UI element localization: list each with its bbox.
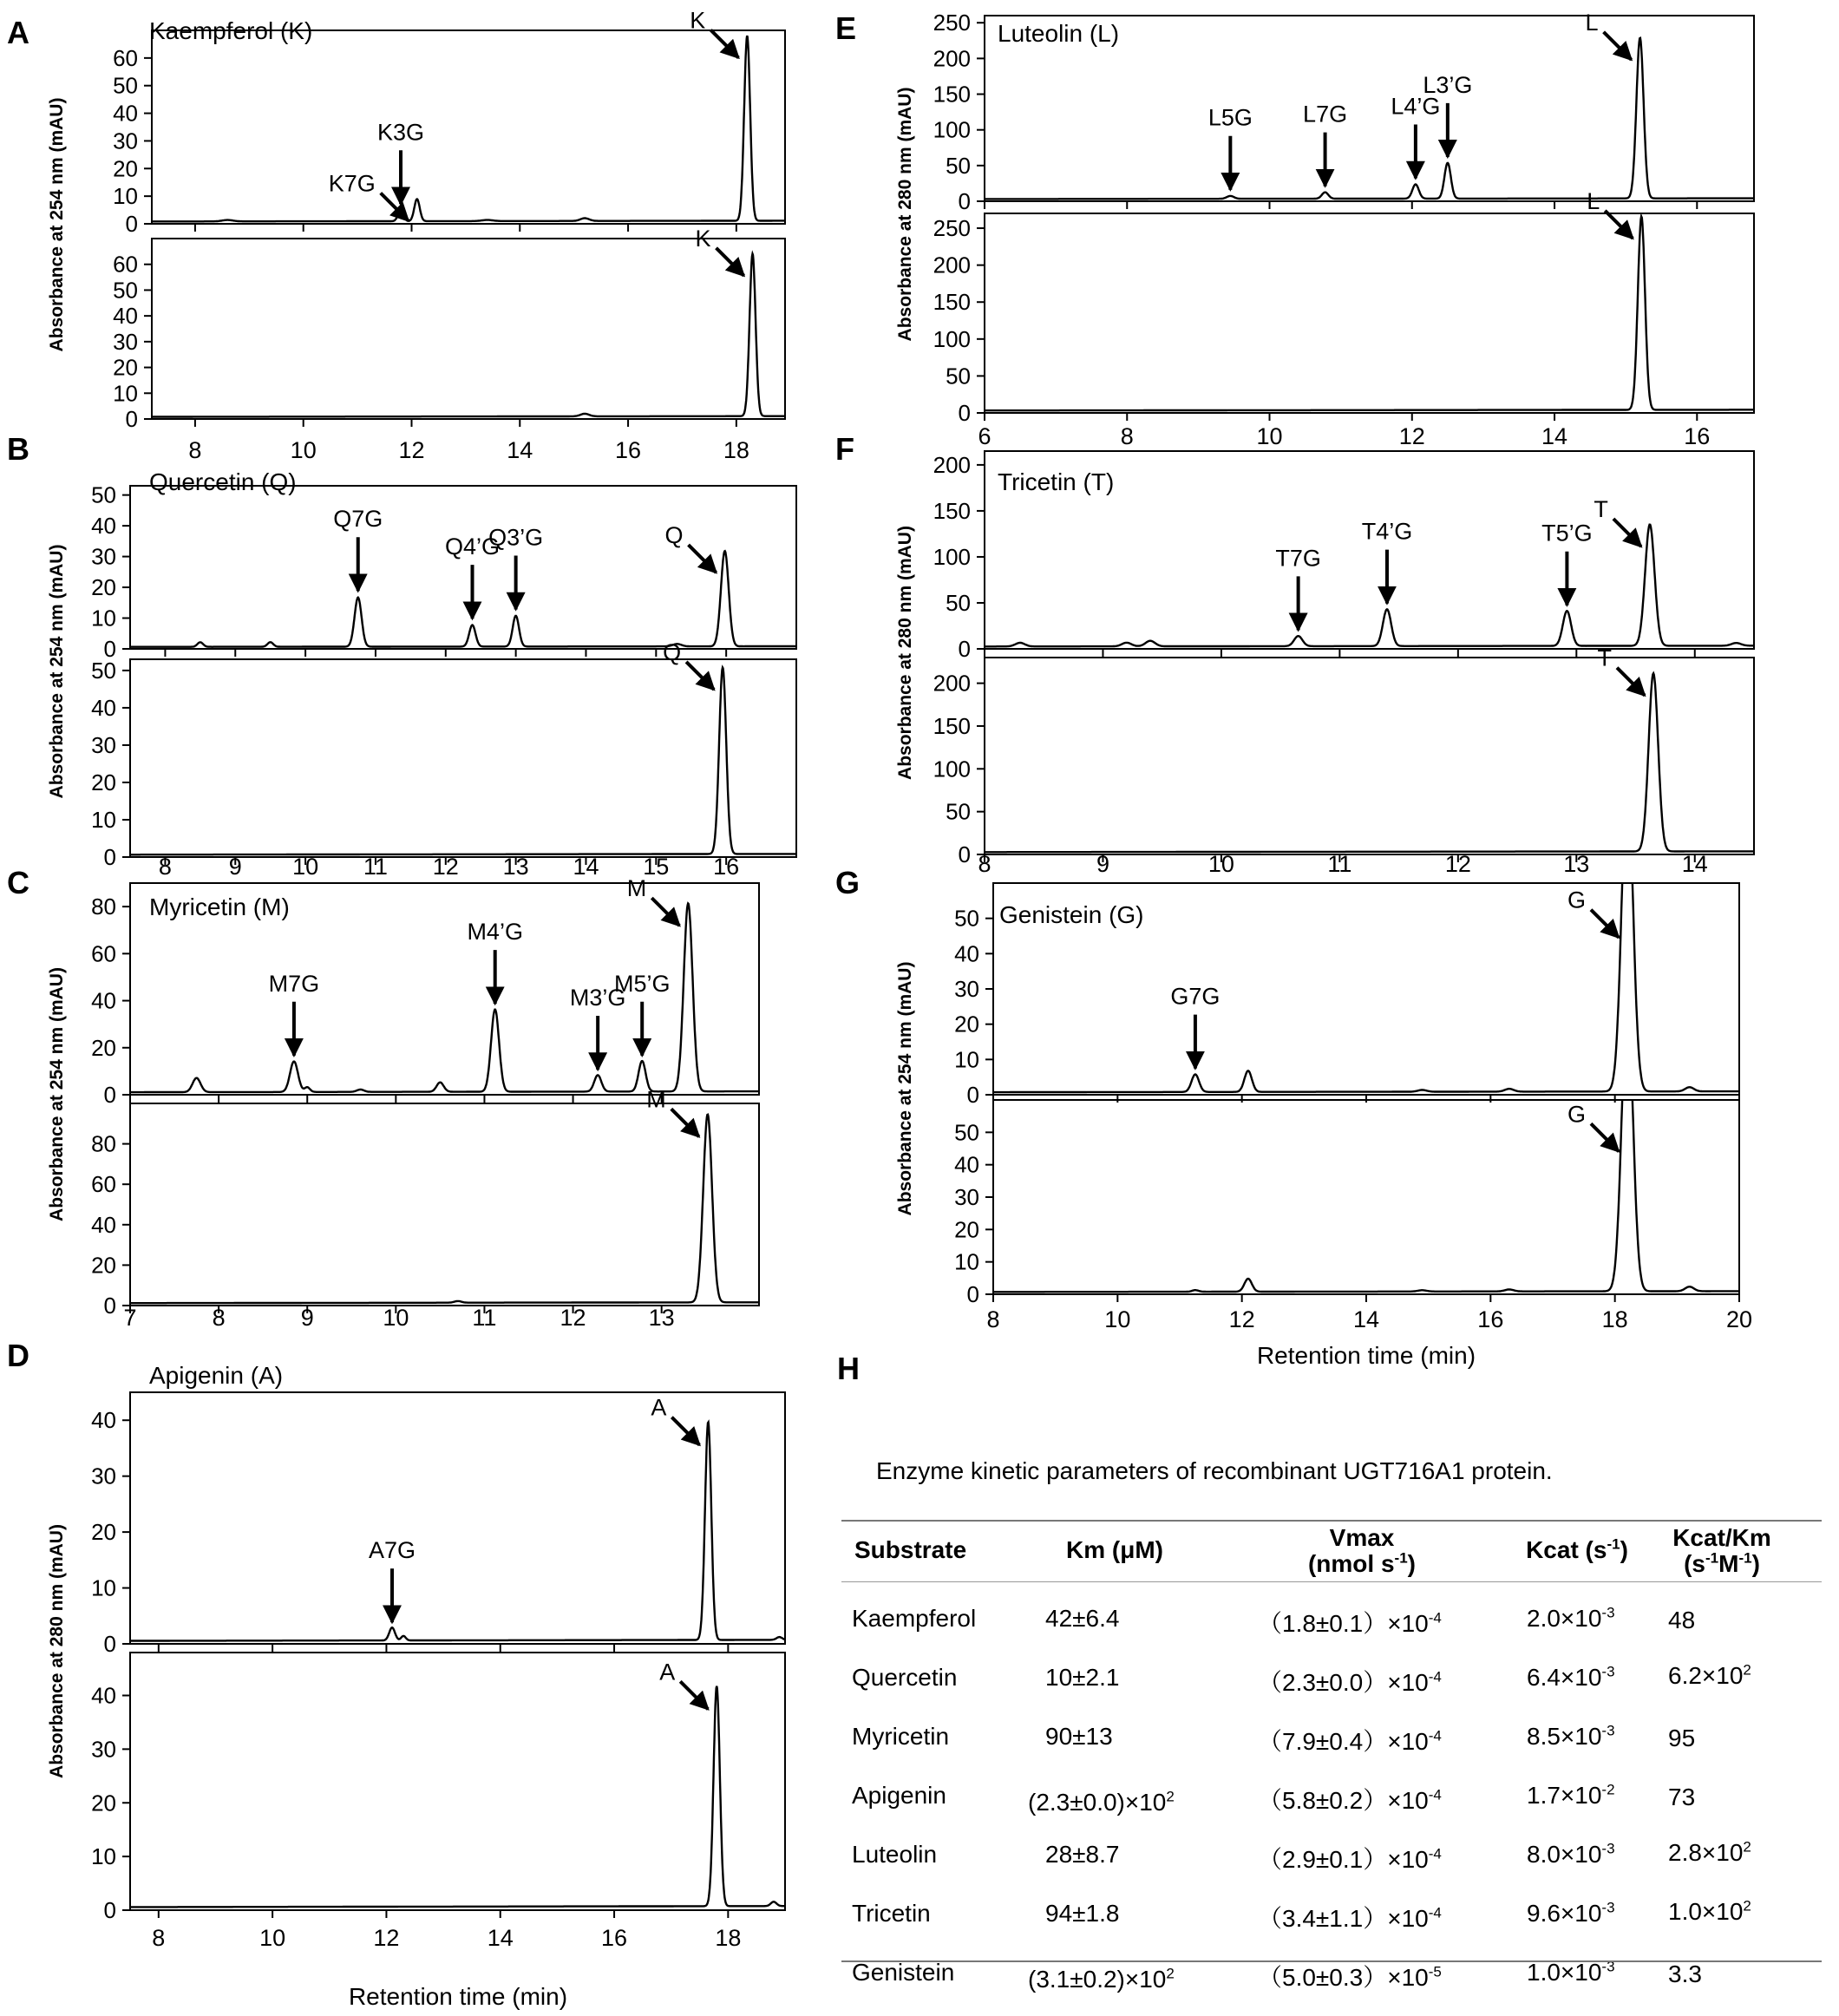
cell-kcat: $2.0\times 10^{-3}$	[1527, 1604, 1615, 1632]
y-axis-label: Absorbance at 280 nm (mAU)	[47, 1524, 67, 1778]
y-tick-label: 50	[946, 589, 971, 616]
y-tick-label: 150	[933, 497, 971, 524]
chart-title: Myricetin (M)	[149, 893, 290, 920]
cell-km: 94±1.8	[1045, 1900, 1120, 1927]
chart-title: Luteolin (L)	[998, 20, 1120, 47]
y-tick-label: 250	[933, 215, 971, 242]
peak-label: G7G	[1170, 983, 1221, 1010]
y-tick-label: 30	[113, 328, 138, 355]
peak-arrow	[1617, 668, 1645, 696]
cell-kcat-km: $6.2\times 10^2$	[1668, 1661, 1751, 1689]
chart-panel-f	[835, 431, 1754, 877]
header-kcat-km	[1648, 1525, 1796, 1577]
x-tick-label: 8	[1120, 423, 1134, 449]
x-tick-label: 16	[1684, 423, 1711, 449]
subplot-bottom	[91, 1086, 759, 1319]
peak-label: M	[646, 1086, 666, 1113]
peak-label: K	[695, 225, 711, 252]
subplot-top	[91, 1392, 785, 1657]
subplot-bottom	[954, 1000, 1739, 1307]
panel-letter: F	[835, 431, 854, 467]
x-tick-label: 10	[1104, 1306, 1131, 1332]
x-tick-label: 8	[152, 1925, 166, 1951]
peak-arrow	[671, 1109, 699, 1136]
peak-arrow	[1604, 32, 1632, 60]
x-tick-label: 18	[723, 437, 749, 463]
cell-kcat-km: $2.8\times 10^2$	[1668, 1838, 1751, 1866]
y-axis-label: Absorbance at 280 nm (mAU)	[895, 526, 915, 780]
header-vmax	[1240, 1525, 1483, 1577]
peak-label: T7G	[1275, 545, 1321, 572]
peak-arrow	[1591, 910, 1619, 938]
cell-vmax: $(5.8\pm 0.2)\times 10^{-4}$	[1258, 1786, 1442, 1814]
y-tick-label: 40	[91, 987, 116, 1014]
y-tick-label: 200	[933, 451, 971, 478]
chart-title: Kaempferol (K)	[149, 17, 313, 44]
y-tick-label: 80	[91, 1130, 116, 1157]
y-tick-label: 30	[113, 128, 138, 154]
y-tick-label: 0	[958, 841, 971, 867]
cell-km: 90±13	[1045, 1723, 1113, 1750]
x-tick-label: 8	[188, 437, 202, 463]
plot-frame	[152, 239, 785, 419]
y-tick-label: 40	[91, 1211, 116, 1238]
x-tick-label: 7	[123, 1305, 137, 1331]
y-tick-label: 30	[954, 1184, 979, 1210]
peak-label: Q4’G	[444, 533, 501, 560]
x-tick-label: 16	[713, 854, 740, 880]
cell-km: $(2.3\pm 0.0)\times 10^2$	[1028, 1788, 1175, 1816]
peak-label: T5’G	[1541, 520, 1593, 547]
chromatogram-trace	[130, 551, 796, 647]
x-tick-label: 18	[715, 1925, 742, 1951]
y-tick-label: 0	[103, 1897, 116, 1923]
peak-label: Q	[664, 522, 684, 549]
y-tick-label: 10	[91, 1574, 116, 1601]
peak-arrow	[1613, 519, 1641, 547]
chromatogram-trace	[985, 673, 1754, 852]
y-tick-label: 40	[91, 1407, 116, 1434]
panel-letter: H	[837, 1351, 860, 1386]
y-tick-label: 30	[91, 543, 116, 570]
table-header-rule	[841, 1581, 1822, 1582]
subplot-top	[954, 774, 1739, 1108]
cell-km: 42±6.4	[1045, 1605, 1120, 1632]
cell-substrate: Apigenin	[852, 1782, 946, 1809]
y-tick-label: 0	[958, 188, 971, 214]
y-tick-label: 150	[933, 289, 971, 316]
y-tick-label: 50	[113, 72, 138, 99]
x-tick-label: 10	[259, 1925, 286, 1951]
y-tick-label: 0	[966, 1281, 979, 1307]
cell-kcat: $8.0\times 10^{-3}$	[1527, 1840, 1615, 1868]
chart-title: Tricetin (T)	[998, 468, 1115, 495]
peak-arrow	[651, 898, 679, 926]
y-tick-label: 10	[91, 605, 116, 632]
chromatogram-trace	[993, 774, 1739, 1092]
panel-letter: D	[7, 1338, 29, 1373]
x-tick-label: 12	[432, 854, 459, 880]
peak-arrow	[1605, 211, 1633, 239]
x-tick-label: 8	[986, 1306, 1000, 1332]
y-tick-label: 0	[103, 1082, 116, 1108]
y-tick-label: 0	[125, 406, 138, 432]
panel-letter: E	[835, 10, 857, 46]
x-tick-label: 10	[292, 854, 319, 880]
peak-arrow	[671, 1417, 699, 1445]
peak-label: T4’G	[1361, 518, 1413, 545]
cell-vmax: $(3.4\pm 1.1)\times 10^{-4}$	[1258, 1904, 1442, 1932]
cell-kcat-km: 3.3	[1668, 1960, 1702, 1987]
peak-arrow	[710, 30, 738, 58]
y-axis-label: Absorbance at 254 nm (mAU)	[47, 544, 67, 799]
y-tick-label: 50	[113, 277, 138, 304]
y-tick-label: 200	[933, 252, 971, 278]
peak-label: M3’G	[569, 985, 626, 1011]
y-tick-label: 20	[954, 1216, 979, 1243]
x-tick-label: 16	[1477, 1306, 1504, 1332]
subplot-top	[91, 482, 796, 662]
y-axis-label: Absorbance at 254 nm (mAU)	[47, 97, 67, 352]
y-tick-label: 30	[91, 1463, 116, 1489]
y-tick-label: 20	[91, 1252, 116, 1279]
x-tick-label: 12	[1444, 851, 1471, 877]
peak-label: G	[1567, 887, 1586, 913]
chromatogram-trace	[985, 38, 1754, 200]
panel-letter: A	[7, 15, 29, 50]
panel-letter: B	[7, 431, 29, 467]
chart-title: Apigenin (A)	[149, 1362, 284, 1389]
y-tick-label: 150	[933, 81, 971, 108]
x-tick-label: 10	[290, 437, 317, 463]
y-tick-label: 30	[91, 731, 116, 758]
peak-label: Q3’G	[488, 524, 544, 551]
chromatogram-trace	[993, 1000, 1739, 1293]
header-kcat: Kcat $(s^{-1})$	[1526, 1535, 1628, 1563]
peak-label: M7G	[268, 970, 320, 997]
peak-label: M4’G	[467, 919, 523, 946]
x-tick-label: 11	[1327, 851, 1352, 877]
y-tick-label: 20	[113, 354, 138, 381]
chromatogram-trace	[130, 1423, 785, 1641]
cell-kcat: $1.7\times 10^{-2}$	[1527, 1781, 1615, 1809]
peak-label: L	[1585, 9, 1599, 36]
x-tick-label: 14	[1541, 423, 1568, 449]
x-tick-label: 18	[1601, 1306, 1628, 1332]
x-tick-label: 14	[1352, 1306, 1380, 1332]
y-tick-label: 40	[954, 940, 979, 967]
peak-label: Q7G	[333, 506, 383, 533]
header-km: Km (μM)	[1066, 1536, 1163, 1563]
x-tick-label: 9	[228, 854, 242, 880]
cell-substrate: Quercetin	[852, 1664, 958, 1691]
subplot-bottom	[933, 188, 1754, 426]
peak-arrow	[1591, 1123, 1619, 1151]
x-tick-label: 11	[363, 854, 388, 880]
y-tick-label: 200	[933, 45, 971, 72]
y-tick-label: 20	[91, 574, 116, 601]
cell-kcat: $9.6\times 10^{-3}$	[1527, 1899, 1615, 1927]
peak-label: L3’G	[1423, 71, 1473, 98]
peak-label: K7G	[328, 170, 376, 197]
x-tick-label: 10	[383, 1305, 409, 1331]
y-tick-label: 250	[933, 10, 971, 36]
y-axis-label: Absorbance at 280 nm (mAU)	[895, 87, 915, 342]
y-tick-label: 10	[954, 1046, 979, 1073]
x-tick-label: 13	[1563, 851, 1590, 877]
x-tick-label: 12	[373, 1925, 400, 1951]
cell-vmax: $(2.3\pm 0.0)\times 10^{-4}$	[1258, 1668, 1442, 1696]
peak-arrow	[689, 545, 717, 573]
cell-substrate: Tricetin	[852, 1900, 931, 1927]
subplot-bottom	[91, 1653, 785, 1923]
y-tick-label: 60	[91, 940, 116, 967]
x-tick-label: 12	[560, 1305, 586, 1331]
chromatogram-trace	[152, 36, 785, 221]
table-caption: Enzyme kinetic parameters of recombinant UGT716A1 protein.	[876, 1457, 1553, 1484]
y-tick-label: 20	[113, 155, 138, 182]
y-axis-label: Absorbance at 254 nm (mAU)	[47, 967, 67, 1221]
x-tick-label: 9	[300, 1305, 314, 1331]
chromatogram-trace	[130, 903, 759, 1092]
y-tick-label: 40	[91, 694, 116, 721]
y-tick-label: 20	[91, 1519, 116, 1546]
chromatogram-trace	[130, 1686, 785, 1908]
cell-km: 28±8.7	[1045, 1841, 1120, 1868]
x-tick-label: 14	[487, 1925, 514, 1951]
y-tick-label: 0	[958, 400, 971, 426]
peak-arrow	[381, 193, 409, 221]
peak-label: T	[1597, 645, 1613, 671]
chromatogram-trace	[985, 216, 1754, 410]
y-tick-label: 30	[954, 976, 979, 1002]
cell-kcat-km: 73	[1668, 1784, 1696, 1810]
y-tick-label: 0	[103, 844, 116, 870]
plot-frame	[130, 659, 796, 857]
y-tick-label: 30	[91, 1736, 116, 1763]
x-tick-label: 14	[507, 437, 533, 463]
peak-label: A	[659, 1659, 676, 1685]
header-substrate: Substrate	[854, 1536, 967, 1563]
y-tick-label: 100	[933, 756, 971, 782]
y-tick-label: 20	[91, 1790, 116, 1816]
chart-panel-a	[7, 8, 785, 463]
peak-arrow	[686, 662, 714, 690]
y-axis-label: Absorbance at 254 nm (mAU)	[895, 961, 915, 1216]
y-tick-label: 0	[103, 1293, 116, 1319]
table-bottom-rule	[841, 1960, 1822, 1962]
peak-label: L	[1587, 187, 1600, 214]
y-tick-label: 20	[91, 1034, 116, 1061]
y-tick-label: 20	[91, 769, 116, 795]
y-tick-label: 40	[113, 303, 138, 330]
plot-frame	[130, 486, 796, 649]
y-tick-label: 40	[91, 1682, 116, 1709]
cell-km: $(3.1\pm 0.2)\times 10^2$	[1028, 1965, 1175, 1993]
peak-label: L5G	[1207, 104, 1253, 131]
cell-vmax: $(7.9\pm 0.4)\times 10^{-4}$	[1258, 1727, 1442, 1755]
peak-arrow	[717, 248, 744, 276]
x-tick-label: 14	[573, 854, 599, 880]
cell-kcat-km: 95	[1668, 1725, 1696, 1751]
y-tick-label: 0	[125, 211, 138, 237]
y-tick-label: 60	[113, 251, 138, 278]
x-tick-label: 9	[1096, 851, 1109, 877]
x-tick-label: 15	[643, 854, 670, 880]
y-tick-label: 50	[954, 905, 979, 932]
plot-frame	[130, 1653, 785, 1910]
subplot-bottom	[933, 645, 1754, 867]
y-tick-label: 10	[113, 183, 138, 210]
peak-label: A7G	[368, 1537, 416, 1564]
chart-title: Quercetin (Q)	[149, 468, 297, 495]
y-tick-label: 60	[91, 1171, 116, 1198]
y-tick-label: 10	[91, 806, 116, 833]
y-tick-label: 0	[958, 636, 971, 662]
peak-label: Q	[663, 638, 682, 665]
x-tick-label: 10	[1256, 423, 1283, 449]
cell-vmax: $(2.9\pm 0.1)\times 10^{-4}$	[1258, 1845, 1442, 1873]
y-tick-label: 10	[91, 1843, 116, 1870]
x-tick-label: 12	[1398, 423, 1425, 449]
chart-panel-d	[7, 1338, 785, 2010]
y-tick-label: 50	[946, 363, 971, 389]
panel-letter: C	[7, 865, 29, 900]
cell-kcat: $8.5\times 10^{-3}$	[1527, 1722, 1615, 1750]
peak-label: L7G	[1303, 101, 1348, 128]
x-tick-label: 8	[978, 851, 991, 877]
peak-label: A	[651, 1394, 667, 1421]
y-tick-label: 40	[113, 100, 138, 127]
table-top-rule	[841, 1520, 1822, 1522]
x-tick-label: 14	[1681, 851, 1708, 877]
x-tick-label: 10	[1207, 851, 1234, 877]
y-tick-label: 50	[946, 798, 971, 825]
x-tick-label: 6	[978, 423, 991, 449]
cell-kcat-km: 48	[1668, 1607, 1696, 1633]
peak-label: L4’G	[1391, 93, 1441, 120]
y-tick-label: 10	[954, 1248, 979, 1275]
y-tick-label: 100	[933, 116, 971, 143]
x-axis-label: Retention time (min)	[348, 1983, 568, 2010]
y-tick-label: 100	[933, 325, 971, 352]
peak-label: M	[626, 875, 647, 902]
plot-frame	[152, 30, 785, 224]
peak-arrow	[680, 1681, 708, 1709]
cell-km: 10±2.1	[1045, 1664, 1120, 1691]
y-tick-label: 0	[103, 636, 116, 662]
y-tick-label: 0	[966, 1082, 979, 1108]
cell-substrate: Genistein	[852, 1959, 955, 1986]
chromatogram-trace	[130, 1115, 759, 1303]
peak-label: M5’G	[613, 970, 671, 997]
x-tick-label: 16	[601, 1925, 628, 1951]
cell-substrate: Myricetin	[852, 1723, 950, 1750]
peak-label: G	[1567, 1101, 1586, 1128]
chart-panel-b	[7, 431, 796, 880]
chart-panel-c	[7, 865, 759, 1331]
cell-vmax: $(5.0\pm 0.3)\times 10^{-5}$	[1258, 1963, 1442, 1991]
y-tick-label: 50	[91, 481, 116, 508]
plot-frame	[130, 1103, 759, 1306]
chart-panel-e	[835, 10, 1754, 449]
x-tick-label: 20	[1725, 1306, 1753, 1332]
peak-label: T	[1594, 496, 1608, 523]
y-tick-label: 50	[946, 152, 971, 179]
x-tick-label: 12	[398, 437, 425, 463]
subplot-bottom	[91, 639, 796, 870]
panel-letter: G	[835, 865, 861, 900]
y-tick-label: 100	[933, 543, 971, 570]
chart-panel-g	[835, 774, 1752, 1369]
y-tick-label: 20	[954, 1011, 979, 1037]
x-tick-label: 8	[158, 854, 172, 880]
cell-substrate: Luteolin	[852, 1841, 938, 1868]
y-tick-label: 10	[113, 380, 138, 407]
y-tick-label: 50	[91, 657, 116, 684]
y-tick-label: 150	[933, 712, 971, 739]
kinetic-parameters-table	[841, 1457, 1839, 2004]
header-vmax-line2: (nmol $s^{-1}$)	[1307, 1549, 1416, 1577]
x-tick-label: 8	[212, 1305, 226, 1331]
cell-kcat: $6.4\times 10^{-3}$	[1527, 1663, 1615, 1691]
cell-kcat: $1.0\times 10^{-3}$	[1527, 1958, 1615, 1986]
chromatogram-trace	[130, 668, 796, 855]
cell-vmax: $(1.8\pm 0.1)\times 10^{-4}$	[1258, 1609, 1442, 1637]
header-kcat-km-line1: Kcat/Km	[1672, 1524, 1771, 1551]
cell-kcat-km: $1.0\times 10^2$	[1668, 1897, 1751, 1925]
subplot-bottom	[113, 226, 785, 432]
plot-frame	[993, 1100, 1739, 1294]
x-tick-label: 12	[1228, 1306, 1255, 1332]
y-tick-label: 80	[91, 893, 116, 920]
cell-substrate: Kaempferol	[852, 1605, 977, 1632]
y-tick-label: 40	[954, 1151, 979, 1178]
y-tick-label: 60	[113, 44, 138, 71]
x-tick-label: 16	[615, 437, 642, 463]
y-tick-label: 50	[954, 1119, 979, 1146]
x-axis-label: Retention time (min)	[1256, 1342, 1476, 1369]
x-tick-label: 13	[648, 1305, 675, 1331]
x-tick-label: 11	[472, 1305, 497, 1331]
chromatogram-trace	[152, 254, 785, 417]
x-tick-label: 13	[502, 854, 529, 880]
chart-title: Genistein (G)	[999, 901, 1144, 928]
y-tick-label: 0	[103, 1631, 116, 1657]
header-vmax-line1: Vmax	[1329, 1524, 1395, 1551]
y-tick-label: 200	[933, 670, 971, 697]
header-kcat-km-line2: $(s^{-1}M^{-1})$	[1684, 1549, 1760, 1577]
peak-label: K3G	[376, 119, 425, 146]
peak-label: K	[690, 7, 706, 34]
y-tick-label: 40	[91, 513, 116, 540]
